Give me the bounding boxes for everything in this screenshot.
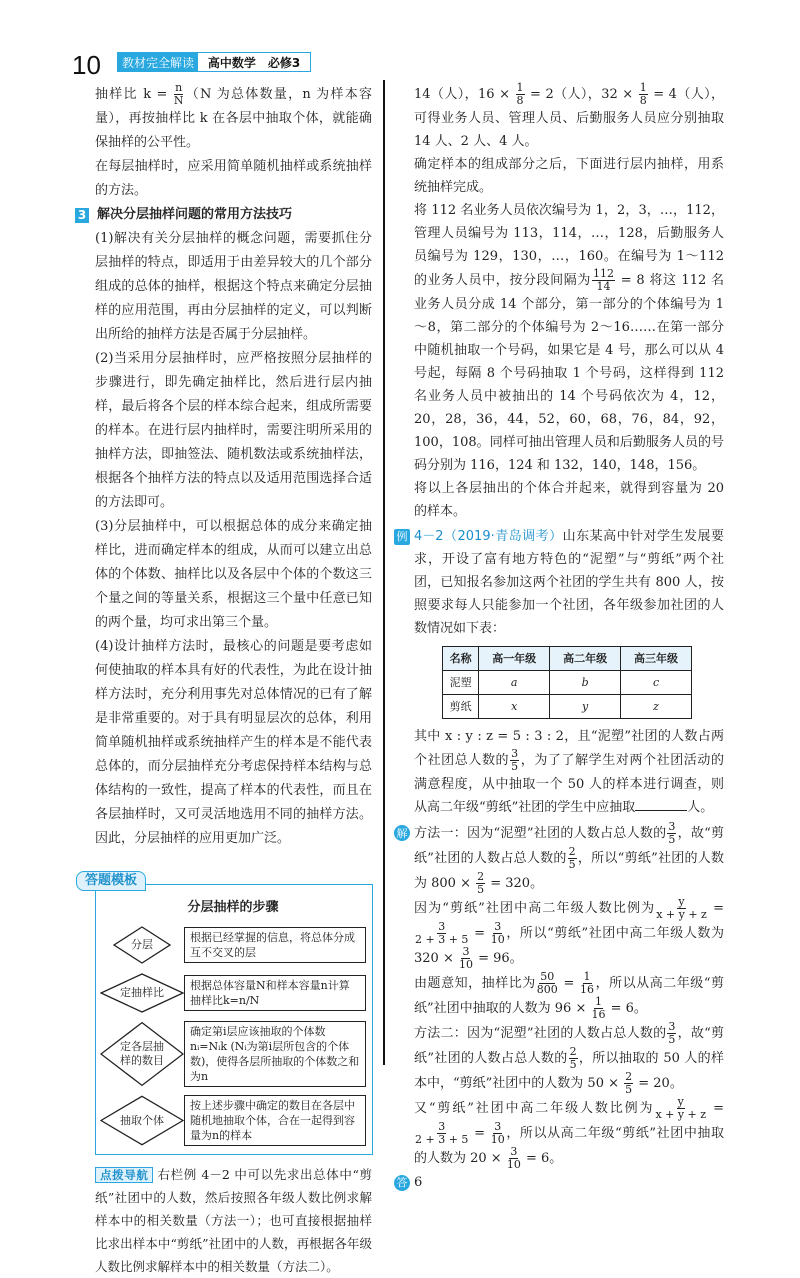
numerator: 2 (625, 1070, 633, 1083)
example-text: 山东某高中针对学生发展要求，开设了富有地方特色的“泥塑”与“剪纸”两个社团，已知报名参加这两个社团的学生共有 800 人，按照要求每人只能参加一个社团，各年级参加社团的人数情况如下表： (414, 529, 724, 636)
paragraph (414, 199, 724, 477)
paragraph (414, 153, 724, 199)
text-run: = (558, 976, 580, 991)
flowchart-title: 分层抽样的步骤 (187, 900, 279, 915)
text-run: 抽样比 k = (95, 87, 173, 102)
denominator: 5 (569, 1058, 577, 1071)
denominator: 10 (506, 1158, 521, 1171)
denominator: 8 (639, 94, 647, 107)
fraction (476, 871, 485, 896)
step-2-label: 定抽样比 (120, 986, 164, 999)
numerator: 3 (494, 1120, 502, 1133)
table-cell: c (621, 671, 692, 695)
fraction (667, 1021, 676, 1046)
paragraph (95, 635, 372, 851)
text-run: ，为了了解学生对两个社团活动的满意程度，从中抽取一个 50 人的样本进行调查，则从高二年级“剪纸”社团的学生中应抽取 (414, 753, 724, 815)
right-column (396, 81, 724, 1194)
fraction (667, 821, 676, 846)
numerator: 3 (438, 1120, 446, 1133)
fraction (516, 82, 525, 107)
diamond-cell (100, 925, 184, 965)
numerator: 3 (668, 820, 676, 833)
template-label: 答题模板 (76, 871, 146, 891)
fraction (639, 82, 648, 107)
table-row (443, 671, 692, 695)
numerator: y (677, 1095, 684, 1108)
numerator: 3 (668, 1020, 676, 1033)
text-run: 方法二：因为“泥塑”社团的人数占总人数的 (414, 1026, 667, 1041)
club-table (442, 646, 692, 719)
left-column (77, 81, 373, 1278)
denominator: 5 (477, 883, 485, 896)
denominator: 2 + 3 + 5 (415, 933, 469, 946)
denominator: 5 (625, 1083, 633, 1096)
example-icon: 例 (394, 529, 410, 545)
fraction (568, 846, 577, 871)
paragraph (414, 821, 724, 896)
step-4-desc: 按上述步骤中确定的数目在各层中随机地抽取个体，合在一起得到容量为n的样本 (184, 1095, 366, 1146)
text-run: 又“剪纸”社团中高二年级人数比例为 (414, 1101, 655, 1116)
numerator: 1 (583, 970, 591, 983)
paragraph (414, 477, 724, 523)
text-run: 确定样本的组成部分之后，下面进行层内抽样，用系统抽样完成。 (414, 157, 724, 195)
fraction (459, 946, 473, 971)
diamond-cell (100, 1021, 184, 1087)
text-run: = 2（人），32 × (525, 87, 638, 102)
fraction (592, 268, 615, 293)
answer-value: 6 (414, 1175, 423, 1190)
numerator: n (175, 81, 183, 94)
denominator: 2 + 3 + 5 (415, 1133, 469, 1146)
text-run: ，故“剪纸”社团的人数占总人数的 (414, 1026, 724, 1066)
section-number: 3 (75, 208, 89, 223)
tip-label: 点拨导航 (95, 1167, 153, 1183)
text-run: 方法一：因为“泥塑”社团的人数占总人数的 (414, 826, 667, 841)
flow-step-2 (100, 973, 366, 1013)
text-run: = 4（人），可得业务人员、管理人员、后勤服务人员应分别抽取 14 人、2 人、4 人。 (414, 87, 724, 149)
denominator: 10 (490, 1133, 505, 1146)
denominator: 8 (516, 94, 524, 107)
denominator: x + y + z (655, 1108, 707, 1121)
table-cell: z (621, 695, 692, 719)
text-run: 将以上各层抽出的个体合并起来，就得到容量为 20 的样本。 (414, 481, 724, 519)
numerator: 3 (462, 945, 470, 958)
fraction (656, 896, 707, 921)
table-header: 高一年级 (479, 647, 550, 671)
solution (396, 820, 724, 1171)
denominator: x + y + z (656, 908, 707, 921)
fraction (510, 748, 519, 773)
text-run: = 6。 (606, 1001, 647, 1016)
page-number: 10 (72, 50, 101, 80)
text-run: 将 112 名业务人员依次编号为 1，2，3，…，112，管理人员编号为 113，114，…，128，后勤服务人员编号为 129，130，…，160。在编号为 1～112 的业务人员中，按分段间隔为 (414, 203, 724, 288)
column-divider (383, 80, 385, 1065)
denominator: 5 (668, 1033, 676, 1046)
numerator: 1 (594, 995, 602, 1008)
text-run: (1)解决有关分层抽样的概念问题，需要抓住分层抽样的特点，即适用于由差异较大的几个部分组成的总体的抽样，根据这个特点来确定分层抽样的应用范围，再由分层抽样的定义，可以判断出所给的抽样方法是否属于分层抽样。 (95, 231, 372, 342)
paragraph (414, 896, 724, 971)
text-run: 在每层抽样时，应采用简单随机抽样或系统抽样的方法。 (95, 159, 372, 198)
text-run: = (707, 1101, 724, 1116)
numerator: 3 (510, 1145, 518, 1158)
fraction (415, 921, 468, 946)
left-body (95, 227, 372, 851)
fraction (624, 1071, 633, 1096)
fraction (591, 996, 605, 1021)
fraction (491, 921, 505, 946)
denominator: 800 (536, 983, 558, 996)
step-4-label: 抽取个体 (120, 1113, 164, 1127)
text-run: = 320。 (486, 876, 544, 891)
answer-icon: 答 (394, 1175, 410, 1191)
table-cell: a (479, 671, 550, 695)
denominator: 16 (580, 983, 595, 996)
flow-step-3 (100, 1021, 366, 1087)
right-intro (414, 82, 724, 523)
text-run: 因为“剪纸”社团中高二年级人数比例为 (414, 901, 656, 916)
paragraph (95, 155, 372, 203)
series-label: 教材完全解读 (118, 53, 198, 71)
text-run: = (469, 926, 490, 941)
fraction (507, 1146, 521, 1171)
paragraph (414, 971, 724, 1021)
denominator: 10 (458, 958, 473, 971)
text-run: 其中 x : y : z = 5 : 3 : 2，且“泥塑”社团的人数占两个社团总人数的 (414, 729, 724, 768)
solution-body (414, 821, 724, 1171)
denominator: 5 (668, 833, 676, 846)
section-title: 解决分层抽样问题的常用方法技巧 (97, 207, 293, 222)
paragraph (95, 227, 372, 347)
paragraph (95, 82, 372, 155)
text-run: （N 为总体数量，n 为样本容量），再按抽样比 k 在各层中抽取个体，就能确保抽样的公平性。 (95, 87, 372, 150)
step-1-label: 分层 (131, 938, 153, 951)
fraction (537, 971, 558, 996)
step-2-desc: 根据总体容量N和样本容量n计算抽样比k=n/N (184, 975, 366, 1011)
table-header: 高三年级 (621, 647, 692, 671)
paragraph (95, 515, 372, 635)
text-run: = 20。 (634, 1076, 683, 1091)
denominator: 5 (511, 760, 519, 773)
text-run: = 6。 (521, 1151, 563, 1166)
text-run: (2)当采用分层抽样时，应严格按照分层抽样的步骤进行，即先确定抽样比，然后进行层内抽样，最后将各个层的样本综合起来，组成所需要的样本。在进行层内抽样时，需要注明所采用的抽样方法，即抽签法、随机数法或系统抽样法，根据各个抽样方法的特点以及适用范围选择合适的方法即可。 (95, 351, 372, 510)
answer-blank (635, 797, 687, 811)
example-question (414, 725, 724, 819)
text-run: 14（人），16 × (414, 87, 515, 102)
diamond-cell (100, 973, 184, 1013)
answer-template-box (95, 884, 373, 1155)
table-header: 名称 (443, 647, 479, 671)
denominator: 14 (596, 280, 611, 293)
text-run: = (469, 1126, 490, 1141)
paragraph (414, 1096, 724, 1171)
answer-template (76, 869, 373, 1155)
step-3-label: 定各层抽样的数目 (120, 1040, 164, 1067)
numerator: 3 (494, 920, 502, 933)
denominator: 10 (490, 933, 505, 946)
text-run: ，故“剪纸”社团的人数占总人数的 (414, 826, 724, 866)
text-run: ，所以从高二年级“剪纸”社团中抽取的人数为 20 × (414, 1126, 724, 1166)
paragraph (414, 1021, 724, 1096)
fraction (174, 82, 184, 107)
text-run: (4)设计抽样方法时，最核心的问题是要考虑如何使抽取的样本具有好的代表性，为此在设计抽样方法时，充分利用事先对总体情况的已有了解是非常重要的。对于具有明显层次的总体，利用简单随机抽样或系统抽样产生的样本是不能代表总体的，而分层抽样充分考虑保持样本结构与总体结构的一致性，提高了样本的代表性，而且在各层抽样时，又可灵活地选用不同的抽样方法。因此，分层抽样的应用更加广泛。 (95, 639, 372, 846)
answer (396, 1171, 724, 1194)
text-run: ，所以从高二年级“剪纸”社团中抽取的人数为 96 × (414, 976, 724, 1016)
left-intro (95, 82, 372, 203)
text-run: ，所以“剪纸”社团的人数为 800 × (414, 851, 724, 891)
text-run: ，所以“剪纸”社团中高二年级人数为 320 × (414, 926, 724, 966)
table-header-row (443, 647, 692, 671)
text-run: = 96。 (473, 951, 523, 966)
text-run: ，所以抽取的 50 人的样本中，“剪纸”社团中的人数为 50 × (414, 1051, 724, 1091)
numerator: 50 (540, 970, 555, 983)
tip-text: 右栏例 4－2 中可以先求出总体中“剪纸”社团中的人数，然后按照各年级人数比例求解样本中的相关数量（方法一）；也可直接根据抽样比求出样本中“剪纸”社团中的人数，再根据各年级人数比例求解样本中的相关数量（方法二）。 (95, 1167, 373, 1274)
flow-step-4 (100, 1095, 366, 1146)
denominator: 5 (568, 858, 576, 871)
numerator: 112 (593, 267, 615, 280)
section-heading (75, 203, 372, 227)
text-run: = (707, 901, 724, 916)
table-cell: 泥塑 (443, 671, 479, 695)
paragraph (414, 82, 724, 153)
numerator: 2 (569, 1045, 577, 1058)
denominator: 16 (591, 1008, 606, 1021)
denominator: N (173, 94, 184, 107)
solution-icon: 解 (394, 825, 410, 841)
text-run: (3)分层抽样中，可以根据总体的成分来确定抽样比，进而确定样本的组成，从而可以建立出总体的个体数、抽样比以及各层中个体的个数这三个量之间的等量关系，根据这三个量中任意已知的两个量，均可求出第三个量。 (95, 519, 372, 630)
table-header: 高二年级 (550, 647, 621, 671)
numerator: 1 (639, 81, 647, 94)
header-tab (117, 52, 311, 72)
example-label: 4－2（2019·青岛调考） (414, 529, 563, 544)
paragraph (95, 347, 372, 515)
diamond-cell (100, 1095, 184, 1146)
tip-section (95, 1163, 372, 1278)
numerator: 1 (516, 81, 524, 94)
step-3-desc: 确定第i层应该抽取的个体数nᵢ=Nᵢk (Nᵢ为第i层所包含的个体数)，使得各层所抽取的个体数之和为n (184, 1021, 366, 1087)
table-cell: 剪纸 (443, 695, 479, 719)
fraction (569, 1046, 578, 1071)
text-run: 由题意知，抽样比为 (414, 976, 536, 991)
fraction (655, 1096, 706, 1121)
example-4-2 (396, 525, 724, 640)
numerator: 3 (438, 920, 446, 933)
numerator: 2 (477, 870, 485, 883)
subject-label: 高中数学 必修3 (207, 55, 301, 70)
flow-step-1 (100, 925, 366, 965)
numerator: 2 (568, 845, 576, 858)
table-cell: b (550, 671, 621, 695)
question-end: 人。 (687, 800, 714, 815)
fraction (580, 971, 594, 996)
step-1-desc: 根据已经掌握的信息，将总体分成互不交叉的层 (184, 927, 366, 963)
text-run: = 8 将这 112 名业务人员分成 14 个部分，第一部分的个体编号为 1～8，第二部分的个体编号为 2～16……在第一部分中随机抽取一个号码，如果它是 4 号，那么可以从 4 号起，每隔 8 个号码抽取 1 个号码，这样得到 112 名业务人员中被抽出的 14 个号码依次为 4，12，20，28，36，44，52，60，68，76，84，92，100，108。同样可抽出管理人员和后勤服务人员的号码分别为 116，124 和 132，140，148，156。 (414, 273, 724, 473)
table-cell: x (479, 695, 550, 719)
numerator: y (678, 895, 685, 908)
table-row (443, 695, 692, 719)
table-cell: y (550, 695, 621, 719)
numerator: 3 (511, 747, 519, 760)
